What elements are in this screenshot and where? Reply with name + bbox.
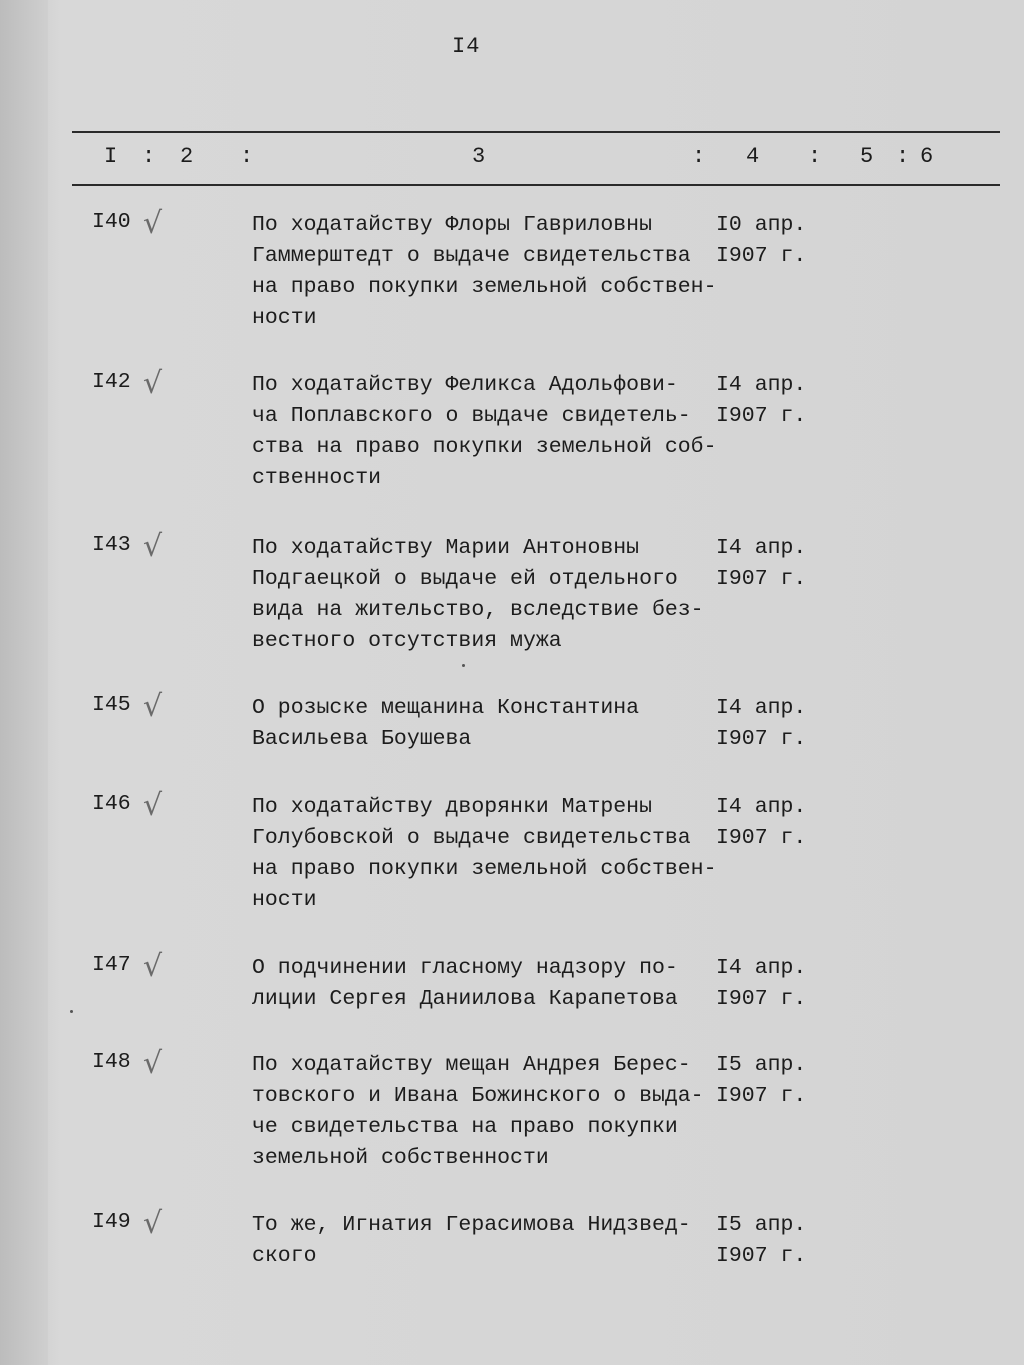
entry-description <box>252 370 722 494</box>
column-header-separator: : <box>692 144 706 169</box>
entry-description <box>252 533 722 657</box>
description-line: лиции Сергея Даниилова Карапетова <box>252 987 678 1011</box>
description-line: По ходатайству Флоры Гавриловны <box>252 213 652 237</box>
column-header-separator: : <box>808 144 822 169</box>
description-line: ства на право покупки земельной соб- <box>252 435 717 459</box>
date-line: I907 г. <box>716 404 807 428</box>
date-line: I4 апр. <box>716 696 807 720</box>
date-line: I907 г. <box>716 244 807 268</box>
description-line: ности <box>252 888 317 912</box>
entry-date <box>716 693 816 755</box>
description-line: То же, Игнатия Герасимова Нидзвед- <box>252 1213 691 1237</box>
entry-description <box>252 792 722 916</box>
column-header-1: I <box>104 144 118 169</box>
date-line: I907 г. <box>716 987 807 1011</box>
checkmark-icon: √ <box>143 529 163 564</box>
description-line: По ходатайству Феликса Адольфови- <box>252 373 678 397</box>
description-line: По ходатайству Марии Антоновны <box>252 536 640 560</box>
description-line: на право покупки земельной собствен- <box>252 275 717 299</box>
entry-number: I45 <box>92 693 131 717</box>
date-line: I907 г. <box>716 727 807 751</box>
description-line: вестного отсутствия мужа <box>252 629 562 653</box>
entry-date <box>716 953 816 1015</box>
description-line: По ходатайству дворянки Матрены <box>252 795 652 819</box>
description-line: О розыске мещанина Константина <box>252 696 640 720</box>
entry-number: I48 <box>92 1050 131 1074</box>
checkmark-icon: √ <box>143 788 163 823</box>
date-line: I907 г. <box>716 1244 807 1268</box>
checkmark-icon: √ <box>143 206 163 241</box>
entry-date <box>716 210 816 272</box>
header-bottom-rule <box>72 184 1000 186</box>
paper-speck <box>70 1010 73 1013</box>
description-line: товского и Ивана Божинского о выда- <box>252 1084 704 1108</box>
entry-description <box>252 953 722 1015</box>
column-header-2: 2 <box>180 144 194 169</box>
date-line: I4 апр. <box>716 795 807 819</box>
column-header-3: 3 <box>472 144 486 169</box>
description-line: Гаммерштедт о выдаче свидетельства <box>252 244 691 268</box>
column-header-separator: : <box>896 144 910 169</box>
entry-number: I42 <box>92 370 131 394</box>
entry-date <box>716 1210 816 1272</box>
entry-number: I49 <box>92 1210 131 1234</box>
entry-date <box>716 370 816 432</box>
date-line: I4 апр. <box>716 373 807 397</box>
column-header-5: 5 <box>860 144 874 169</box>
description-line: ча Поплавского о выдаче свидетель- <box>252 404 691 428</box>
entry-number: I43 <box>92 533 131 557</box>
checkmark-icon: √ <box>143 1046 163 1081</box>
column-header-4: 4 <box>746 144 760 169</box>
binding-shadow <box>0 0 48 1365</box>
checkmark-icon: √ <box>143 949 163 984</box>
entry-date <box>716 533 816 595</box>
entry-description <box>252 1050 722 1174</box>
date-line: I907 г. <box>716 567 807 591</box>
description-line: земельной собственности <box>252 1146 549 1170</box>
date-line: I4 апр. <box>716 536 807 560</box>
description-line: Подгаецкой о выдаче ей отдельного <box>252 567 678 591</box>
column-header-6: 6 <box>920 144 934 169</box>
entry-number: I40 <box>92 210 131 234</box>
entry-description <box>252 210 722 334</box>
description-line: ственности <box>252 466 382 490</box>
date-line: I5 апр. <box>716 1213 807 1237</box>
column-header-separator: : <box>240 144 254 169</box>
date-line: I907 г. <box>716 826 807 850</box>
description-line: че свидетельства на право покупки <box>252 1115 678 1139</box>
date-line: I4 апр. <box>716 956 807 980</box>
date-line: I5 апр. <box>716 1053 807 1077</box>
description-line: По ходатайству мещан Андрея Берес- <box>252 1053 691 1077</box>
date-line: I907 г. <box>716 1084 807 1108</box>
checkmark-icon: √ <box>143 366 163 401</box>
entry-date <box>716 792 816 854</box>
description-line: на право покупки земельной собствен- <box>252 857 717 881</box>
entry-description <box>252 1210 722 1272</box>
checkmark-icon: √ <box>143 689 163 724</box>
description-line: О подчинении гласному надзору по- <box>252 956 678 980</box>
paper-speck <box>462 664 465 667</box>
date-line: I0 апр. <box>716 213 807 237</box>
description-line: ности <box>252 306 317 330</box>
entry-date <box>716 1050 816 1112</box>
description-line: ского <box>252 1244 317 1268</box>
description-line: Васильева Боушева <box>252 727 472 751</box>
checkmark-icon: √ <box>143 1206 163 1241</box>
entry-number: I46 <box>92 792 131 816</box>
header-top-rule <box>72 131 1000 133</box>
description-line: Голубовской о выдаче свидетельства <box>252 826 691 850</box>
entry-description <box>252 693 722 755</box>
description-line: вида на жительство, вследствие без- <box>252 598 704 622</box>
page-number: I4 <box>452 34 481 59</box>
entry-number: I47 <box>92 953 131 977</box>
column-header-separator: : <box>142 144 156 169</box>
